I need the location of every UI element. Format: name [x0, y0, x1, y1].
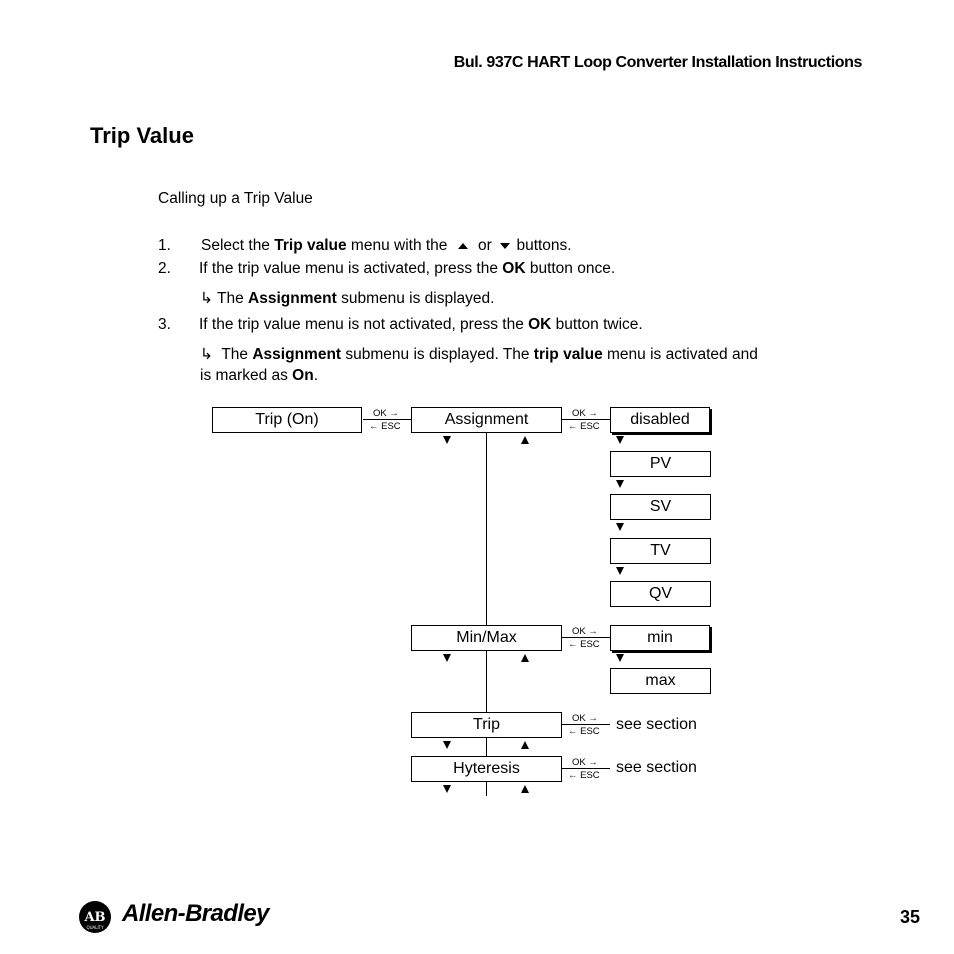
- step-text: Select the: [201, 237, 275, 254]
- ok-esc-connector: [562, 756, 610, 782]
- down-arrow-icon: [443, 785, 451, 793]
- ok-label: OK →: [572, 713, 598, 724]
- down-arrow-icon: [616, 436, 624, 444]
- step-text: or: [473, 237, 497, 254]
- option-disabled-box: [610, 407, 710, 433]
- result-bold: On: [292, 367, 314, 384]
- step-number: 2.: [158, 260, 171, 277]
- up-arrow-icon: [521, 436, 529, 444]
- ok-label: OK →: [373, 408, 399, 419]
- hyteresis-label: Hyteresis: [453, 760, 520, 777]
- result-text: is marked as: [200, 367, 293, 384]
- option-label: max: [645, 672, 676, 689]
- option-label: min: [647, 629, 673, 646]
- see-section-text: see section: [616, 716, 697, 733]
- step-text: buttons.: [512, 237, 572, 254]
- down-arrow-icon: [443, 654, 451, 662]
- result-text: submenu is displayed.: [336, 290, 495, 307]
- option-sv-box: [610, 494, 711, 520]
- result-text: The: [213, 290, 249, 307]
- esc-label: ← ESC: [369, 421, 401, 432]
- option-label: TV: [650, 542, 671, 559]
- step-bold: OK: [502, 260, 526, 277]
- esc-label: ← ESC: [568, 421, 600, 432]
- step-text: If the trip value menu is not activated, press the: [199, 316, 529, 333]
- up-arrow-icon: [521, 785, 529, 793]
- option-label: PV: [649, 455, 672, 472]
- result-bold: Assignment: [248, 290, 337, 307]
- ok-label: OK →: [572, 626, 598, 637]
- esc-label: ← ESC: [568, 639, 600, 650]
- assignment-label: Assignment: [444, 411, 529, 428]
- ok-label: OK →: [572, 757, 598, 768]
- step-text: menu with the: [346, 237, 452, 254]
- step-text: button twice.: [551, 316, 643, 333]
- down-arrow-icon: [616, 523, 624, 531]
- option-label: SV: [649, 498, 672, 515]
- ok-esc-connector: [363, 407, 411, 433]
- trip-on-label: Trip (On): [255, 411, 319, 428]
- step-bold: OK: [528, 316, 552, 333]
- connector-line: [562, 637, 610, 638]
- hyteresis-box: [411, 756, 562, 782]
- page-number: 35: [900, 907, 921, 927]
- result-text: The: [213, 346, 253, 363]
- menu-connector-line: [486, 432, 487, 796]
- brand-name: Allen-Bradley: [122, 900, 269, 927]
- result-text: submenu is displayed. The: [341, 346, 534, 363]
- minmax-box: [411, 625, 562, 651]
- esc-label: ← ESC: [568, 770, 600, 781]
- trip-label: Trip: [473, 716, 500, 733]
- option-max-box: [610, 668, 711, 694]
- down-arrow-icon: [443, 436, 451, 444]
- step-number: 1.: [158, 237, 171, 254]
- step-number: 3.: [158, 316, 171, 333]
- connector-line: [562, 724, 610, 725]
- ok-esc-connector: [562, 712, 610, 738]
- connector-line: [363, 419, 411, 420]
- option-tv-box: [610, 538, 711, 564]
- intro-text: Calling up a Trip Value: [158, 190, 313, 207]
- allen-bradley-logo-icon: [78, 900, 112, 934]
- step-text: button once.: [525, 260, 616, 277]
- result-text: menu is activated and: [602, 346, 758, 363]
- result-arrow-icon: ↳: [200, 290, 213, 307]
- up-arrow-icon: [521, 654, 529, 662]
- option-qv-box: [610, 581, 711, 607]
- step-bold: Trip value: [274, 237, 347, 254]
- connector-line: [562, 768, 610, 769]
- trip-on-box: [212, 407, 362, 433]
- result-text: .: [313, 367, 319, 384]
- ok-label: OK →: [572, 408, 598, 419]
- down-arrow-icon: [616, 480, 624, 488]
- result-bold: trip value: [533, 346, 603, 363]
- document-header-title: Bul. 937C HART Loop Converter Installation Instructions: [453, 54, 862, 71]
- up-arrow-icon: [521, 741, 529, 749]
- trip-box: [411, 712, 562, 738]
- step-text: If the trip value menu is activated, press the: [199, 260, 503, 277]
- logo-text: AB: [84, 910, 106, 925]
- ok-esc-connector: [562, 625, 610, 651]
- option-label: disabled: [630, 411, 690, 428]
- esc-label: ← ESC: [568, 726, 600, 737]
- down-arrow-icon: [616, 654, 624, 662]
- see-section-text: see section: [616, 759, 697, 776]
- down-arrow-icon: [616, 567, 624, 575]
- logo-subtext: QUALITY: [86, 925, 104, 930]
- ok-esc-connector: [562, 407, 610, 433]
- option-pv-box: [610, 451, 711, 477]
- result-bold: Assignment: [252, 346, 342, 363]
- down-arrow-icon: [443, 741, 451, 749]
- assignment-box: [411, 407, 562, 433]
- option-min-box: [610, 625, 710, 651]
- section-title: Trip Value: [90, 123, 194, 148]
- connector-line: [562, 419, 610, 420]
- option-label: QV: [648, 585, 673, 602]
- minmax-label: Min/Max: [456, 629, 517, 646]
- result-arrow-icon: ↳: [200, 346, 213, 363]
